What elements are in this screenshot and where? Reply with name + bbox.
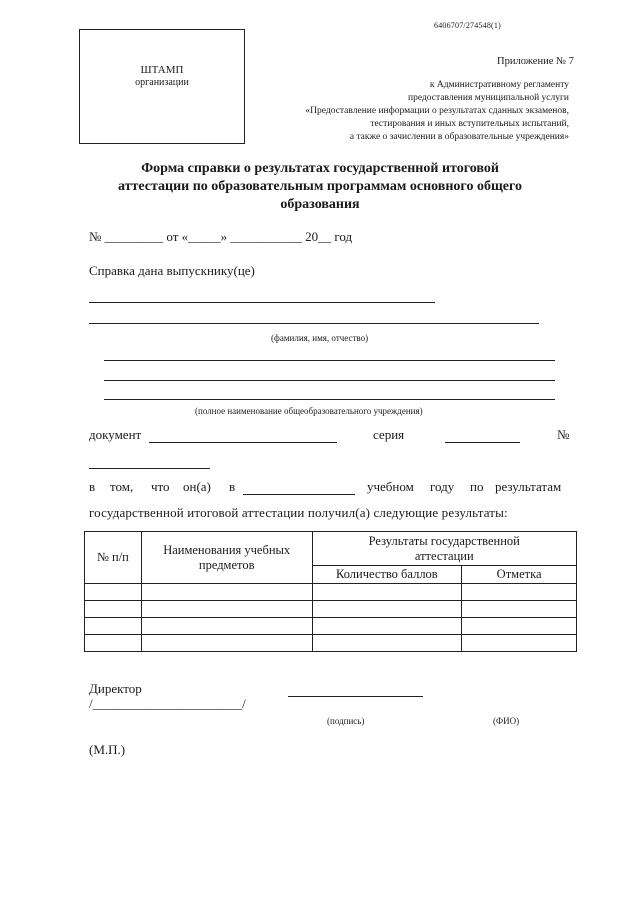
document-number-blank-line: [89, 468, 210, 469]
stamp-subtitle: организации: [135, 77, 189, 88]
school-caption: (полное наименование общеобразовательного учреждения): [195, 406, 423, 416]
title-line-3: образования: [280, 197, 360, 212]
issued-to-label: Справка дана выпускнику(це): [89, 263, 255, 278]
title-line-2: аттестации по образовательным программам основного общего: [118, 179, 522, 194]
signature-slash-line: /_______________________/: [89, 696, 246, 711]
table-row: [85, 584, 577, 601]
results-header-line-2: аттестации: [414, 548, 474, 563]
document-number-label: №: [557, 427, 570, 442]
column-header-number: № п/п: [85, 532, 142, 584]
sentence-word-7: году: [430, 479, 455, 494]
regulation-line-3: «Предоставление информации о результатах сданных экзаменов,: [305, 106, 569, 116]
column-header-mark: Отметка: [462, 566, 577, 584]
title-line-1: Форма справки о результатах государственной итоговой: [141, 161, 499, 176]
sentence-word-5: в: [229, 479, 236, 494]
regulation-line-5: а также о зачислении в образовательные учреждения»: [349, 132, 569, 142]
column-header-subject: [141, 532, 312, 584]
form-title: [100, 160, 540, 214]
certificate-number-line: № _________ от «_____» ___________ 20__ год: [89, 229, 353, 244]
table-row: [85, 601, 577, 618]
table-row: [85, 618, 577, 635]
fio-blank-line-1: [89, 302, 435, 303]
sentence-word-4: он(а): [183, 479, 211, 494]
regulation-line-2: предоставления муниципальной услуги: [408, 93, 569, 103]
school-blank-line-3: [104, 399, 555, 400]
document-blank-line: [149, 442, 337, 443]
school-year-blank-line: [243, 494, 355, 495]
director-blank-line: [288, 696, 423, 697]
sentence-word-8: по: [470, 479, 484, 494]
results-table: [84, 531, 577, 652]
director-label: Директор: [89, 681, 142, 696]
regulation-line-1: к Административному регламенту: [429, 80, 569, 90]
sentence-word-6: учебном: [367, 479, 414, 494]
fio-blank-line-2: [89, 323, 539, 324]
document-code: 6406707/274548(1): [434, 21, 501, 30]
sentence-line-2: государственной итоговой аттестации получил(а) следующие результаты:: [89, 505, 508, 520]
stamp-box: [79, 29, 245, 144]
document-label: документ: [89, 427, 142, 442]
regulation-line-4: тестирования и иных вступительных испытаний,: [370, 119, 569, 129]
stamp-title: ШТАМП: [140, 64, 184, 76]
column-header-results: [312, 532, 576, 566]
school-blank-line-2: [104, 380, 555, 381]
series-label: серия: [373, 427, 405, 442]
table-row: [85, 635, 577, 652]
school-blank-line-1: [104, 360, 555, 361]
subject-header-line-2: предметов: [198, 557, 255, 572]
column-header-score: Количество баллов: [312, 566, 462, 584]
sentence-word-3: что: [151, 479, 170, 494]
signature-caption: (подпись): [327, 716, 365, 726]
name-caption: (ФИО): [493, 716, 520, 726]
sentence-word-1: в: [89, 479, 96, 494]
results-header-line-1: Результаты государственной: [368, 533, 520, 548]
seal-label: (М.П.): [89, 742, 126, 757]
sentence-word-2: том,: [110, 479, 134, 494]
series-blank-line: [445, 442, 520, 443]
subject-header-line-1: Наименования учебных: [163, 542, 291, 557]
appendix-number: Приложение № 7: [497, 56, 574, 67]
fio-caption: (фамилия, имя, отчество): [271, 333, 369, 343]
sentence-word-9: результатам: [495, 479, 562, 494]
